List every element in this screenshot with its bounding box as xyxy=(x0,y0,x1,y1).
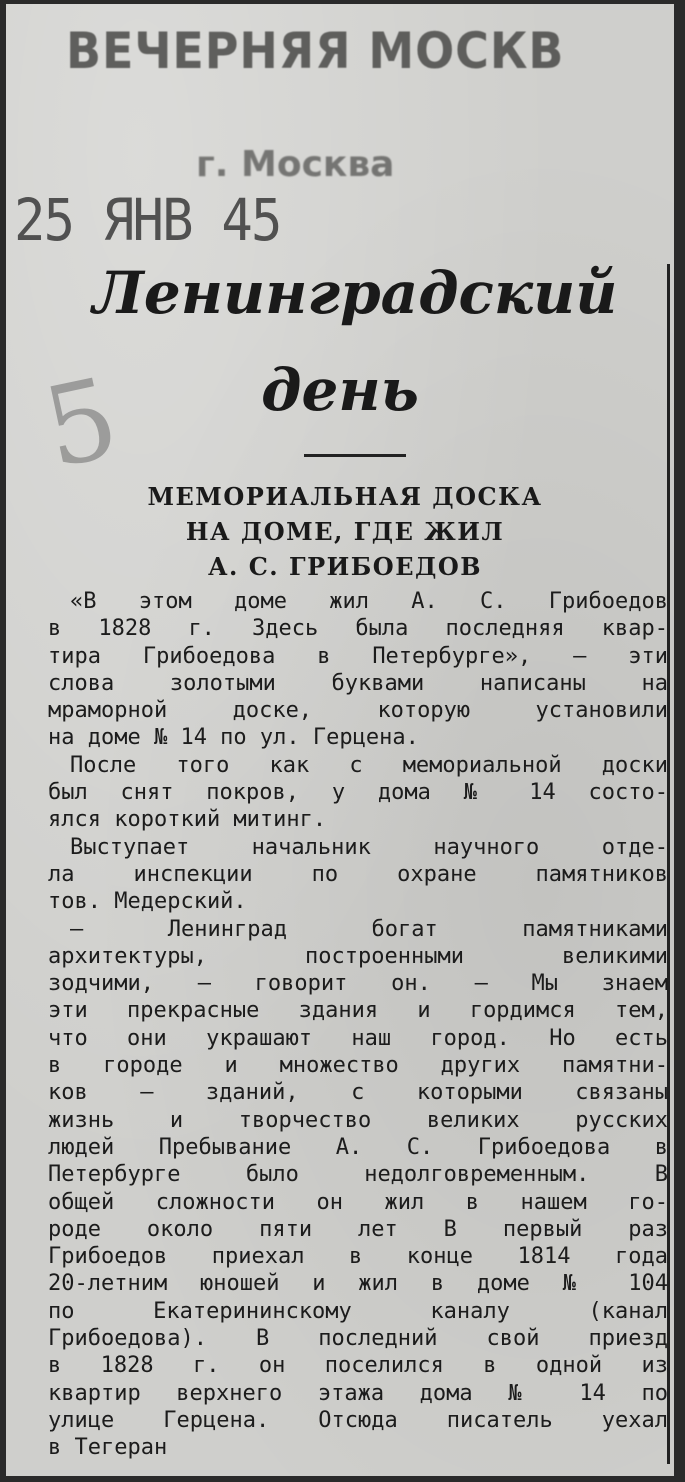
body-line: в городе и множество других памятни- xyxy=(48,1053,668,1079)
subheadline-line-1: МЕМОРИАЛЬНАЯ ДОСКА xyxy=(147,482,543,511)
body-line: общей сложности он жил в нашем го- xyxy=(48,1189,668,1215)
subheadline-line-3: А. С. ГРИБОЕДОВ xyxy=(207,552,483,581)
city-stamp: г. Москва xyxy=(196,144,395,185)
newspaper-masthead: ВЕЧЕРНЯЯ МОСКВ xyxy=(66,22,565,80)
body-line: Выступает начальник научного отде- xyxy=(70,834,668,860)
newspaper-clipping xyxy=(6,4,674,1476)
body-line: «В этом доме жил А. С. Грибоедов xyxy=(70,589,668,614)
body-line: жизнь и творчество великих русских xyxy=(48,1107,668,1133)
body-line: тов. Медерский. xyxy=(48,889,247,915)
body-line: 20-летним юношей и жил в доме № 104 xyxy=(48,1271,668,1297)
body-line: Грибоедов приехал в конце 1814 года xyxy=(48,1244,668,1270)
body-line: был снят покров, у дома № 14 состо- xyxy=(48,780,668,806)
body-line: на доме № 14 по ул. Герцена. xyxy=(48,725,419,751)
subheadline-line-2: НА ДОМЕ, ГДЕ ЖИЛ xyxy=(185,517,505,546)
body-line: зодчими, — говорит он. — Мы знаем xyxy=(48,971,668,997)
headline-line-2: день xyxy=(261,356,419,424)
body-line: — Ленинград богат памятниками xyxy=(70,916,668,942)
body-line: людей Пребывание А. С. Грибоедова в xyxy=(48,1134,668,1160)
headline-line-1: Ленинградский xyxy=(92,259,618,327)
body-line: слова золотыми буквами написаны на xyxy=(48,670,668,696)
body-line: Петербурге было недолговременным. В xyxy=(48,1162,668,1188)
article-body xyxy=(48,588,668,1462)
body-line: квартир верхнего этажа дома № 14 по xyxy=(48,1380,668,1406)
body-line: роде около пяти лет В первый раз xyxy=(48,1216,668,1242)
body-line: ков — зданий, с которыми связаны xyxy=(48,1080,668,1106)
body-line: улице Герцена. Отсюда писатель уехал xyxy=(48,1407,668,1433)
body-line: ялся короткий митинг. xyxy=(48,807,327,833)
body-line: ла инспекции по охране памятников xyxy=(48,861,668,887)
body-line: в 1828 г. Здесь была последняя квар- xyxy=(48,616,668,642)
body-line: что они украшают наш город. Но есть xyxy=(48,1025,668,1051)
body-line: После того как с мемориальной доски xyxy=(70,752,668,778)
body-line: по Екатерининскому каналу (канал xyxy=(48,1298,668,1324)
date-stamp: 25 ЯНВ 45 xyxy=(14,186,281,254)
body-line: Грибоедова). В последний свой приезд xyxy=(48,1326,668,1352)
body-line: в 1828 г. он поселился в одной из xyxy=(48,1353,668,1379)
body-line: в Тегеран xyxy=(48,1435,168,1461)
headline-divider xyxy=(304,454,406,457)
pencil-mark: 5 xyxy=(33,353,129,493)
body-line: архитектуры, построенными великими xyxy=(48,943,668,969)
body-line: тира Грибоедова в Петербурге», — эти xyxy=(48,643,668,669)
body-line: мраморной доске, которую установили xyxy=(48,698,668,724)
body-line: эти прекрасные здания и гордимся тем, xyxy=(48,998,668,1024)
